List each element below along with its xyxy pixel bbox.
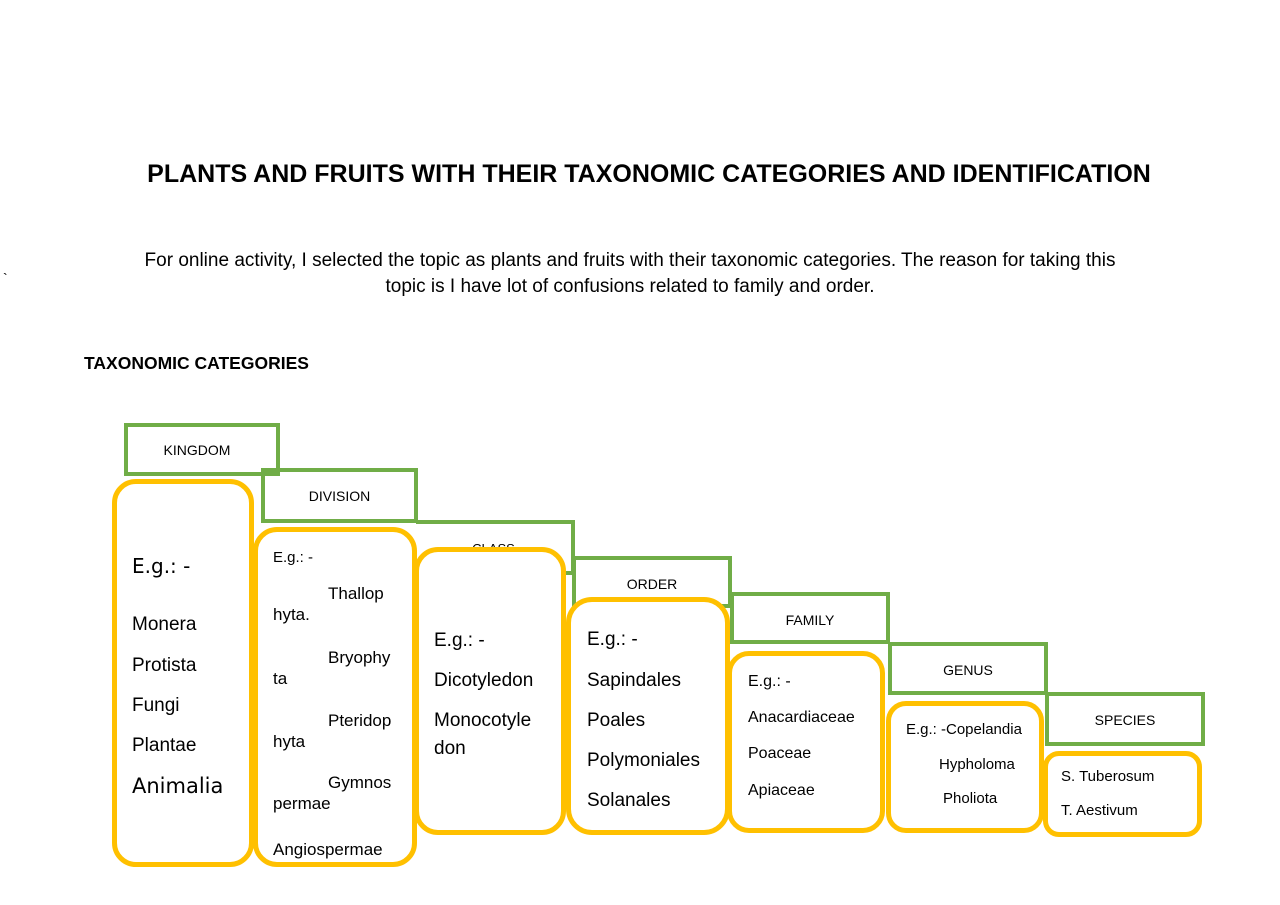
division-box — [253, 527, 417, 867]
division-item-4a: Gymnos — [328, 773, 392, 792]
division-item-5: Angiospermae — [273, 840, 383, 859]
family-item-anacardiaceae: Anacardiaceae — [748, 709, 855, 726]
genus-box — [886, 701, 1044, 833]
family-box — [727, 651, 885, 833]
species-item-tuberosum: S. Tuberosum — [1061, 768, 1155, 785]
class-item-monocotyledon-a: Monocotyle — [434, 710, 532, 731]
order-label: ORDER — [626, 576, 678, 592]
division-item-3b: hyta — [273, 732, 306, 751]
section-heading: TAXONOMIC CATEGORIES — [84, 353, 309, 373]
kingdom-item-fungi: Fungi — [132, 695, 180, 716]
order-box — [566, 597, 730, 835]
kingdom-item-protista: Protista — [132, 655, 197, 676]
kingdom-item-animalia: Animalia — [132, 774, 224, 798]
division-item-2a: Bryophy — [328, 648, 391, 667]
family-header — [730, 592, 890, 644]
genus-label: GENUS — [943, 662, 993, 678]
species-label: SPECIES — [1094, 712, 1156, 728]
genus-eg: E.g.: -Copelandia — [906, 721, 1022, 738]
kingdom-item-plantae: Plantae — [132, 735, 197, 756]
order-item-polymoniales: Polymoniales — [587, 750, 700, 771]
species-item-aestivum: T. Aestivum — [1061, 802, 1138, 819]
order-item-poales: Poales — [587, 710, 646, 731]
family-label: FAMILY — [785, 612, 835, 628]
division-item-3a: Pteridop — [328, 711, 392, 730]
division-item-1b: hyta. — [273, 605, 310, 624]
species-box — [1043, 751, 1202, 837]
family-item-apiaceae: Apiaceae — [748, 782, 815, 799]
family-item-poaceae: Poaceae — [748, 745, 812, 762]
species-header — [1045, 692, 1205, 746]
genus-item-hypholoma: Hypholoma — [939, 756, 1015, 773]
kingdom-box — [112, 479, 254, 867]
family-eg: E.g.: - — [748, 673, 791, 690]
order-item-solanales: Solanales — [587, 790, 671, 811]
kingdom-eg: E.g.: - — [132, 554, 191, 578]
intro-line-2: topic is I have lot of confusions related to family and order. — [385, 276, 875, 297]
class-item-dicotyledon: Dicotyledon — [434, 670, 534, 691]
division-label: DIVISION — [308, 488, 371, 504]
order-item-sapindales: Sapindales — [587, 670, 682, 691]
genus-item-pholiota: Pholiota — [943, 790, 998, 807]
kingdom-item-monera: Monera — [132, 614, 197, 635]
intro-line-1: For online activity, I selected the topic as plants and fruits with their taxonomic categories. The reason for taking this — [144, 250, 1116, 271]
division-header — [261, 468, 418, 523]
division-eg: E.g.: - — [273, 549, 314, 566]
stray-mark: ` — [3, 270, 8, 286]
class-eg: E.g.: - — [434, 630, 485, 651]
kingdom-header — [124, 423, 280, 476]
division-item-1a: Thallop — [328, 584, 384, 603]
kingdom-label: KINGDOM — [163, 442, 231, 458]
document-title: PLANTS AND FRUITS WITH THEIR TAXONOMIC CATEGORIES AND IDENTIFICATION — [147, 160, 1151, 188]
order-eg: E.g.: - — [587, 629, 638, 650]
genus-header — [888, 642, 1048, 695]
division-item-2b: ta — [273, 669, 288, 688]
class-box — [414, 547, 566, 835]
class-item-monocotyledon-b: don — [434, 738, 466, 759]
division-item-4b: permae — [273, 794, 331, 813]
intro-paragraph — [120, 248, 1140, 300]
